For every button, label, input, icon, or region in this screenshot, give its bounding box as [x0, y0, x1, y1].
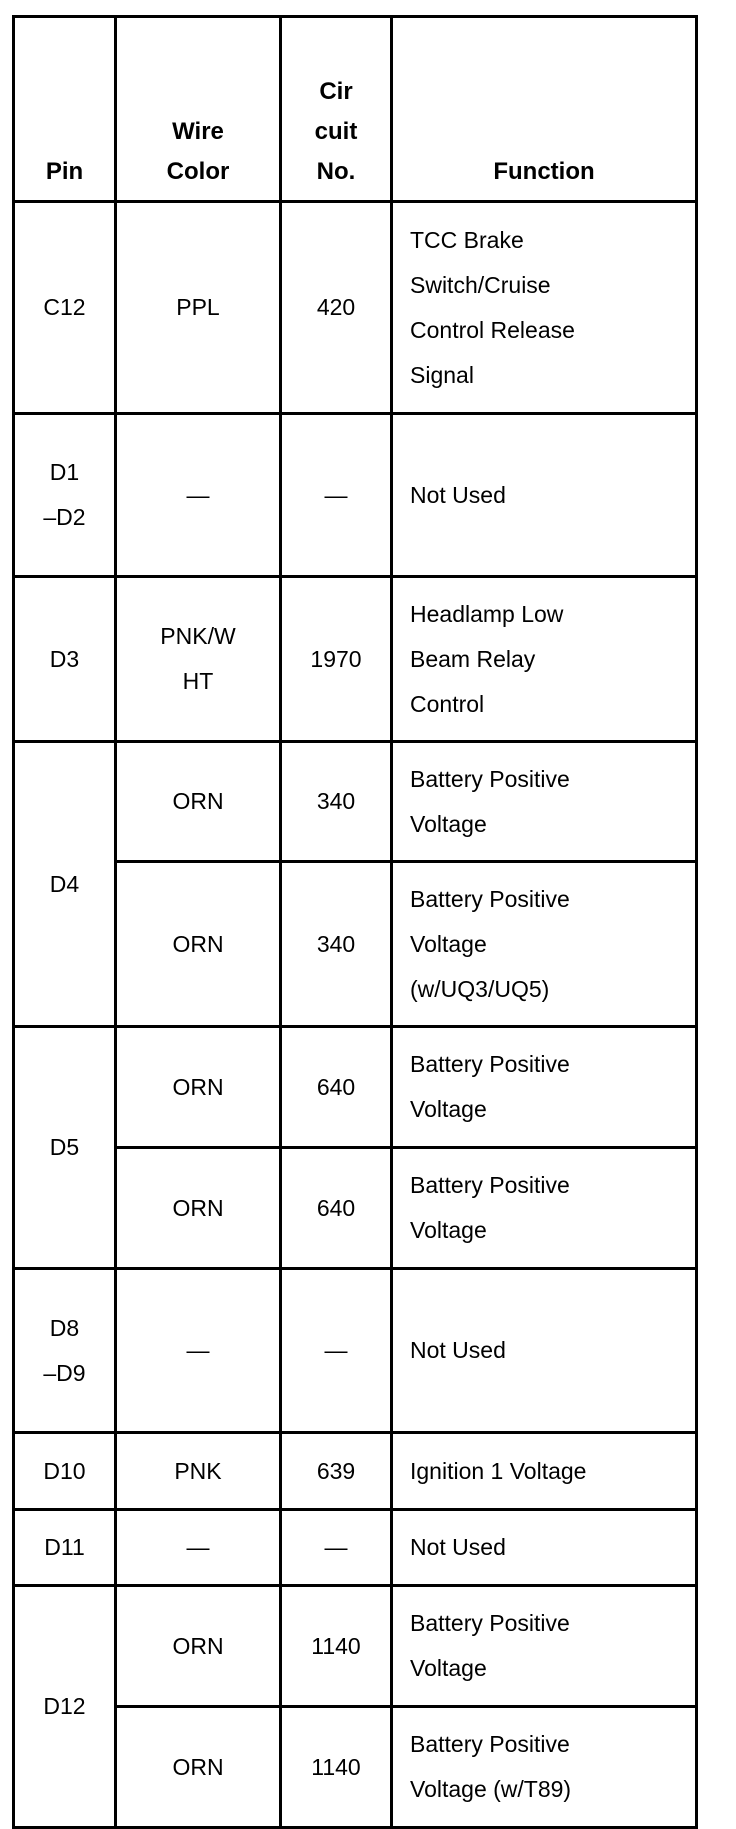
- connector-pinout-table: [12, 15, 698, 1829]
- wire-color-cell: —: [116, 1510, 281, 1586]
- circuit-cell: 420: [281, 202, 392, 414]
- function-cell: Battery Positive Voltage: [392, 1148, 697, 1269]
- pin-cell: D4: [14, 742, 116, 1027]
- wire-color-cell: ORN: [116, 742, 281, 862]
- pin-cell: D11: [14, 1510, 116, 1586]
- pin-cell: D12: [14, 1586, 116, 1828]
- pin-cell: C12: [14, 202, 116, 414]
- table-row: [14, 202, 697, 414]
- wire-color-cell: PPL: [116, 202, 281, 414]
- circuit-cell: 1140: [281, 1586, 392, 1707]
- function-cell: Not Used: [392, 414, 697, 577]
- table-row: [14, 577, 697, 742]
- table-row: [14, 1433, 697, 1510]
- circuit-cell: —: [281, 1510, 392, 1586]
- function-cell: Headlamp Low Beam Relay Control: [392, 577, 697, 742]
- function-cell: Battery Positive Voltage (w/T89): [392, 1707, 697, 1828]
- header-pin: Pin: [14, 17, 116, 202]
- wire-color-cell: ORN: [116, 862, 281, 1027]
- wire-color-cell: ORN: [116, 1586, 281, 1707]
- function-cell: TCC Brake Switch/Cruise Control Release Signal: [392, 202, 697, 414]
- wire-color-cell: ORN: [116, 1027, 281, 1148]
- pin-cell: D10: [14, 1433, 116, 1510]
- pin-cell: D8 –D9: [14, 1269, 116, 1433]
- table-row: [14, 1586, 697, 1707]
- pin-cell: D5: [14, 1027, 116, 1269]
- header-circuit-no: Cir cuit No.: [281, 17, 392, 202]
- function-cell: Battery Positive Voltage: [392, 1586, 697, 1707]
- circuit-cell: 640: [281, 1148, 392, 1269]
- table-row: [14, 414, 697, 577]
- table-row: [14, 1510, 697, 1586]
- table-row: [14, 742, 697, 862]
- circuit-cell: —: [281, 1269, 392, 1433]
- circuit-cell: 1140: [281, 1707, 392, 1828]
- function-cell: Ignition 1 Voltage: [392, 1433, 697, 1510]
- function-cell: Not Used: [392, 1510, 697, 1586]
- circuit-cell: 340: [281, 742, 392, 862]
- table-row: [14, 1707, 697, 1828]
- header-wire-color: Wire Color: [116, 17, 281, 202]
- circuit-cell: 340: [281, 862, 392, 1027]
- function-cell: Battery Positive Voltage: [392, 1027, 697, 1148]
- table-row: [14, 1148, 697, 1269]
- circuit-cell: 639: [281, 1433, 392, 1510]
- wire-color-cell: PNK: [116, 1433, 281, 1510]
- wire-color-cell: —: [116, 1269, 281, 1433]
- function-cell: Not Used: [392, 1269, 697, 1433]
- wire-color-cell: PNK/W HT: [116, 577, 281, 742]
- pin-cell: D1 –D2: [14, 414, 116, 577]
- circuit-cell: —: [281, 414, 392, 577]
- function-cell: Battery Positive Voltage: [392, 742, 697, 862]
- circuit-cell: 1970: [281, 577, 392, 742]
- header-row: [14, 17, 697, 202]
- wire-color-cell: —: [116, 414, 281, 577]
- table-row: [14, 1027, 697, 1148]
- circuit-cell: 640: [281, 1027, 392, 1148]
- pin-cell: D3: [14, 577, 116, 742]
- wire-color-cell: ORN: [116, 1707, 281, 1828]
- header-function: Function: [392, 17, 697, 202]
- table-row: [14, 1269, 697, 1433]
- table-row: [14, 862, 697, 1027]
- function-cell: Battery Positive Voltage (w/UQ3/UQ5): [392, 862, 697, 1027]
- wire-color-cell: ORN: [116, 1148, 281, 1269]
